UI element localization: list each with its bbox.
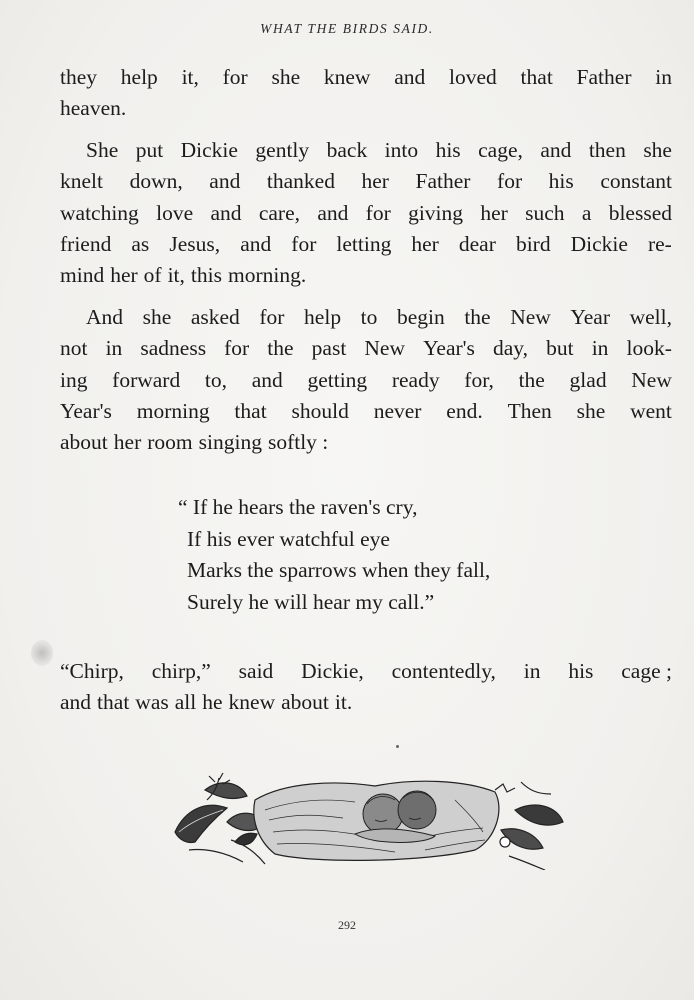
word: for [224, 336, 250, 361]
word: knelt [60, 169, 103, 194]
word: Jesus, [169, 231, 221, 256]
word: “Chirp, [60, 659, 124, 683]
word: it. [334, 690, 353, 715]
sleeping-children-vignette-icon [165, 770, 565, 870]
word: help [120, 65, 158, 89]
word: Year's [60, 398, 112, 423]
word: back [326, 137, 368, 162]
text-line [60, 62, 672, 93]
word: New [510, 304, 551, 329]
word: in [523, 659, 541, 683]
body-text [60, 62, 672, 459]
word: Then [507, 398, 552, 423]
word: they [60, 65, 98, 89]
word: such [525, 200, 565, 225]
word: it, [167, 263, 185, 288]
word: She [86, 137, 119, 162]
text-line [60, 260, 672, 291]
word: mind [60, 263, 105, 288]
word: for [291, 231, 317, 256]
word: to, [204, 367, 228, 392]
word: end. [446, 398, 483, 423]
word: softly : [267, 430, 329, 455]
poem-line: Surely he will hear my call.” [187, 589, 435, 614]
text-line [60, 396, 672, 427]
word: about [281, 690, 329, 715]
word: all [174, 690, 197, 715]
word: dear [458, 231, 496, 256]
word: asked [190, 304, 240, 329]
word: Father [576, 65, 632, 89]
word: getting [307, 367, 368, 392]
word: in [105, 336, 123, 361]
word: a [581, 200, 592, 225]
word: and [394, 65, 426, 89]
word: her [110, 263, 138, 288]
word: her [113, 430, 142, 455]
word: And [86, 304, 124, 329]
poem-line: If his ever watchful eye [187, 526, 390, 551]
word: heaven. [60, 96, 127, 121]
word: Year's [423, 336, 475, 361]
word: care, [258, 200, 300, 225]
word: forward [112, 367, 181, 392]
word: for [259, 304, 285, 329]
word: gently [255, 137, 310, 162]
word: for, [464, 367, 494, 392]
word: friend [60, 231, 112, 256]
word: past [311, 336, 347, 361]
word: morning [136, 398, 210, 423]
word: her [411, 231, 439, 256]
word: should [291, 398, 349, 423]
word: the [518, 367, 545, 392]
word: New [631, 367, 672, 392]
word: as [131, 231, 150, 256]
word: she [576, 398, 606, 423]
word: then [588, 137, 626, 162]
word: well, [629, 304, 672, 329]
word: this [190, 263, 222, 288]
word: thanked [266, 169, 335, 194]
word: blessed [608, 200, 672, 225]
word: down, [129, 169, 183, 194]
word: bird [515, 231, 551, 256]
word: never [373, 398, 422, 423]
text-line [60, 333, 672, 364]
paragraph-gap [60, 292, 672, 302]
word: said [238, 659, 274, 683]
text-line [60, 93, 672, 124]
word: for [222, 65, 248, 89]
word: re- [647, 231, 672, 256]
closing-paragraph [60, 656, 672, 719]
word: she [643, 137, 672, 162]
page-smudge [31, 640, 53, 666]
word: for [365, 200, 391, 225]
text-line [60, 135, 672, 166]
word: the [267, 336, 294, 361]
word: help [304, 304, 342, 329]
word: watching [60, 200, 139, 225]
word: the [464, 304, 491, 329]
word: of [143, 263, 162, 288]
word: and [60, 690, 92, 715]
word: and [210, 200, 242, 225]
paragraph-gap [60, 125, 672, 135]
word: in [591, 336, 609, 361]
word: knew [228, 690, 276, 715]
word: loved [449, 65, 497, 89]
text-line [60, 229, 672, 260]
word: it, [181, 65, 199, 89]
word: was [135, 690, 169, 715]
word: about [60, 430, 108, 455]
word: constant [600, 169, 672, 194]
word: giving [408, 200, 464, 225]
text-line [60, 427, 672, 458]
word: his [548, 169, 574, 194]
word: begin [396, 304, 445, 329]
word: Dickie [180, 137, 238, 162]
word: cage, [478, 137, 523, 162]
text-line [60, 166, 672, 197]
word: and [240, 231, 272, 256]
word: look- [626, 336, 672, 361]
word: she [142, 304, 172, 329]
word: his [435, 137, 461, 162]
word: Year [570, 304, 610, 329]
word: but [546, 336, 574, 361]
word: Dickie [570, 231, 628, 256]
word: love [156, 200, 194, 225]
text-line [60, 198, 672, 229]
word: that [97, 690, 130, 715]
word: that [520, 65, 553, 89]
poem-line: “ If he hears the raven's cry, [178, 495, 418, 519]
word: knew [323, 65, 371, 89]
word: and [251, 367, 283, 392]
word: letting [336, 231, 392, 256]
word: Father [415, 169, 471, 194]
word: for [497, 169, 523, 194]
word: room [147, 430, 193, 455]
word: her [361, 169, 389, 194]
word: contentedly, [391, 659, 496, 683]
word: his [568, 659, 594, 683]
word: sadness [140, 336, 207, 361]
word: her [480, 200, 508, 225]
word: morning. [227, 263, 307, 288]
word: went [630, 398, 672, 423]
word: New [364, 336, 405, 361]
word: ready [391, 367, 440, 392]
word: in [655, 65, 672, 89]
word: and [540, 137, 572, 162]
word: put [135, 137, 164, 162]
text-line [60, 302, 672, 333]
poem-line: Marks the sparrows when they fall, [187, 558, 491, 582]
poem-stanza [178, 492, 607, 618]
word: she [271, 65, 301, 89]
word: day, [493, 336, 529, 361]
text-line [60, 687, 672, 718]
word: ing [60, 367, 88, 392]
word: singing [198, 430, 262, 455]
word: cage ; [621, 659, 672, 683]
word: into [384, 137, 419, 162]
running-head: WHAT THE BIRDS SAID. [260, 21, 434, 36]
word: Dickie, [301, 659, 364, 683]
word: to [360, 304, 378, 329]
text-line [60, 365, 672, 396]
word: he [202, 690, 223, 715]
page-number: 292 [338, 918, 356, 932]
ink-speck [396, 745, 399, 748]
text-line [60, 656, 672, 687]
word: that [234, 398, 267, 423]
word: not [60, 336, 88, 361]
word: chirp,” [151, 659, 211, 683]
word: and [317, 200, 349, 225]
word: and [209, 169, 241, 194]
word: glad [569, 367, 607, 392]
